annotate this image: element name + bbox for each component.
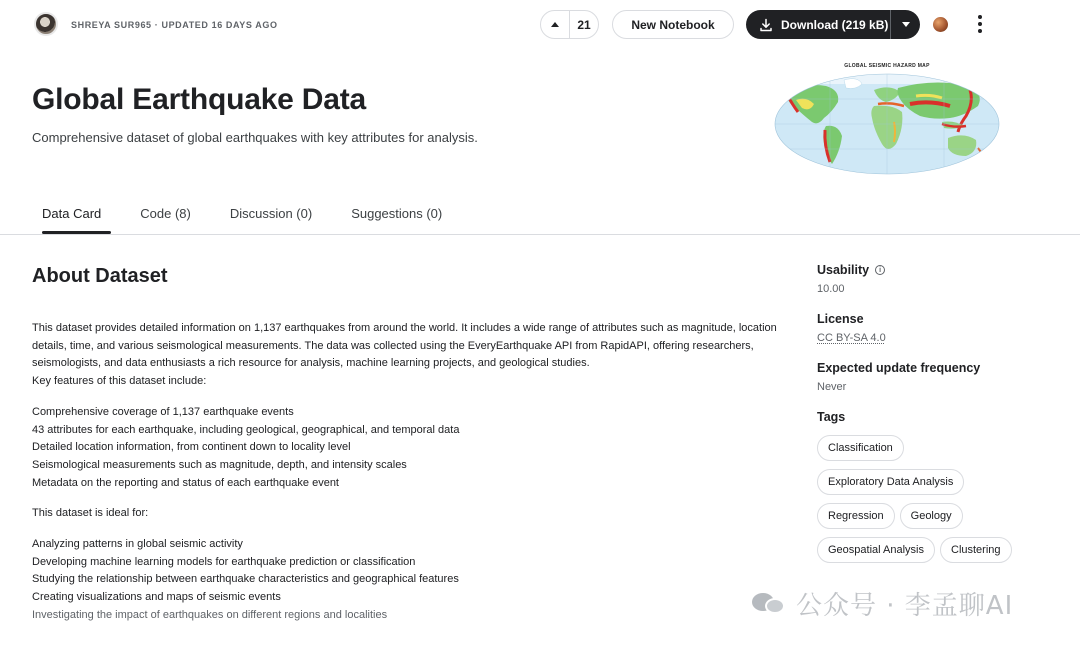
dataset-thumbnail-seismic-map bbox=[774, 60, 1000, 176]
intro-paragraph: This dataset provides detailed information on 1,137 earthquakes from around the world. It includes a wide range of attributes such as magnitude, location details, time, and various seismological measurements. The data was collected using the EveryEarthquake API from RapidAPI, offering researchers, seismologists, and data enthusiasts a rich resource for analysis, machine learning projects, and geological studies. bbox=[32, 322, 777, 370]
license-section bbox=[817, 312, 1047, 344]
owner-avatar[interactable] bbox=[34, 12, 58, 36]
download-button-group[interactable] bbox=[746, 10, 920, 39]
user-avatar-icon[interactable] bbox=[933, 17, 948, 32]
dataset-sidebar bbox=[817, 263, 1047, 588]
license-label: License bbox=[817, 312, 864, 326]
tags-section bbox=[817, 410, 1047, 571]
world-map-image bbox=[774, 60, 1000, 176]
kebab-menu-icon[interactable] bbox=[976, 15, 984, 33]
download-button[interactable] bbox=[746, 10, 891, 39]
download-icon bbox=[759, 18, 773, 32]
about-dataset-heading: About Dataset bbox=[32, 265, 168, 287]
tab-suggestions[interactable]: Suggestions (0) bbox=[351, 206, 443, 221]
update-frequency-label: Expected update frequency bbox=[817, 361, 981, 375]
usability-value: 10.00 bbox=[817, 283, 845, 295]
thumbnail-title: GLOBAL SEISMIC HAZARD MAP bbox=[844, 63, 930, 69]
wechat-watermark bbox=[752, 586, 1013, 620]
owner-update-line[interactable]: SHREYA SUR965 · UPDATED 16 DAYS AGO bbox=[71, 20, 278, 30]
info-icon[interactable]: i bbox=[875, 265, 885, 275]
dataset-subtitle: Comprehensive dataset of global earthquakes with key attributes for analysis. bbox=[32, 130, 478, 145]
usability-label: Usability bbox=[817, 263, 870, 277]
tag-chip[interactable]: Regression bbox=[817, 503, 895, 529]
ideal-intro: This dataset is ideal for: bbox=[32, 507, 149, 520]
feature-item: 43 attributes for each earthquake, including geological, geographical, and temporal data bbox=[32, 423, 460, 436]
tags-label: Tags bbox=[817, 410, 846, 424]
feature-item: Detailed location information, from continent down to locality level bbox=[32, 441, 351, 454]
tag-chip[interactable]: Geospatial Analysis bbox=[817, 537, 935, 563]
tag-list bbox=[817, 435, 1017, 571]
feature-item: Comprehensive coverage of 1,137 earthquake events bbox=[32, 405, 294, 418]
update-frequency-section bbox=[817, 361, 1047, 393]
download-label: Download (219 kB) bbox=[781, 17, 889, 32]
tab-divider bbox=[0, 234, 1080, 235]
upvote-control[interactable] bbox=[540, 10, 599, 39]
tag-chip[interactable]: Clustering bbox=[940, 537, 1012, 563]
tab-discussion[interactable]: Discussion (0) bbox=[229, 206, 313, 221]
caret-up-icon[interactable] bbox=[541, 11, 570, 38]
tab-code[interactable]: Code (8) bbox=[140, 206, 191, 221]
new-notebook-button[interactable]: New Notebook bbox=[612, 10, 734, 39]
ideal-item: Studying the relationship between earthquake characteristics and geographical features bbox=[32, 573, 459, 586]
about-dataset-body bbox=[32, 320, 777, 625]
update-frequency-value: Never bbox=[817, 381, 847, 393]
dataset-tabs bbox=[32, 200, 471, 235]
tag-chip[interactable]: Geology bbox=[900, 503, 963, 529]
features-intro: Key features of this dataset include: bbox=[32, 375, 207, 388]
feature-item: Metadata on the reporting and status of each earthquake event bbox=[32, 476, 339, 489]
feature-item: Seismological measurements such as magnitude, depth, and intensity scales bbox=[32, 458, 407, 471]
usability-section bbox=[817, 263, 1047, 295]
ideal-item: Analyzing patterns in global seismic activity bbox=[32, 538, 243, 551]
wechat-logo-icon bbox=[752, 589, 788, 617]
ideal-item: Creating visualizations and maps of seismic events bbox=[32, 591, 281, 604]
tag-chip[interactable]: Classification bbox=[817, 435, 904, 461]
ideal-item: Developing machine learning models for earthquake prediction or classification bbox=[32, 555, 416, 568]
license-link[interactable]: CC BY-SA 4.0 bbox=[817, 332, 886, 344]
watermark-text: 公众号 · 李孟聊AI bbox=[796, 590, 1014, 621]
caret-down-icon[interactable] bbox=[891, 22, 920, 27]
upvote-count: 21 bbox=[577, 17, 591, 32]
dataset-title: Global Earthquake Data bbox=[32, 83, 367, 116]
tab-data-card[interactable]: Data Card bbox=[32, 200, 111, 235]
tag-chip[interactable]: Exploratory Data Analysis bbox=[817, 469, 964, 495]
ideal-item: Investigating the impact of earthquakes on different regions and localities bbox=[32, 608, 388, 621]
top-bar bbox=[0, 0, 1080, 50]
